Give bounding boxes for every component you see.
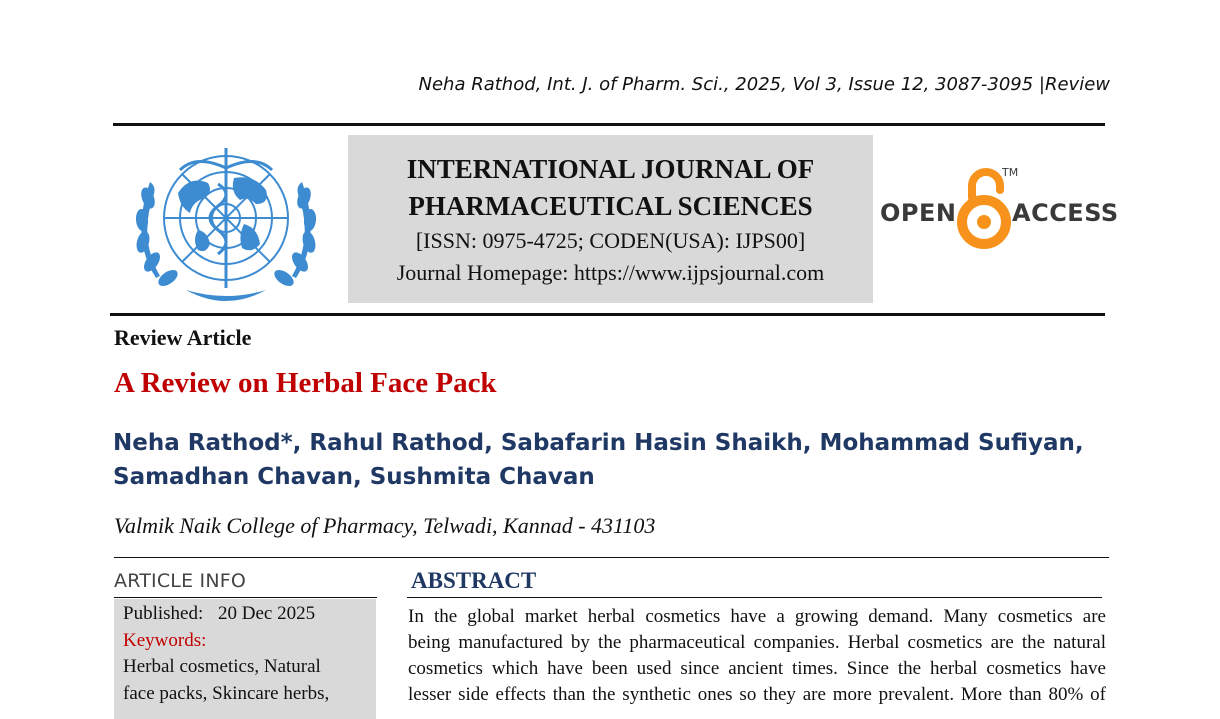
journal-banner [348,135,873,303]
open-access-right-text: ACCESS [1012,199,1119,227]
affiliation-rule [114,557,1109,558]
open-access-logo [878,162,1119,254]
running-header: Neha Rathod, Int. J. of Pharm. Sci., 2025, Vol 3, Issue 12, 3087-3095 |Review [418,74,1110,95]
un-emblem-icon [126,138,326,306]
abstract-line1: In the global market herbal cosmetics have a growing demand. Many cosmetics are [408,606,1106,627]
journal-homepage: Journal Homepage: https://www.ijpsjournal.com [396,260,825,285]
abstract-line2: being manufactured by the pharmaceutical companies. Herbal cosmetics are the natural [408,632,1106,653]
article-info-box [114,599,376,719]
journal-name-line2: PHARMACEUTICAL SCIENCES [408,191,813,221]
keywords-line2: face packs, Skincare herbs, [123,682,330,704]
affiliation: Valmik Naik College of Pharmacy, Telwadi, Kannad - 431103 [114,513,656,538]
article-type: Review Article [114,325,252,350]
authors-line1: Neha Rathod*, Rahul Rathod, Sabafarin Hasin Shaikh, Mohammad Sufiyan, [113,430,1084,456]
journal-name-line1: INTERNATIONAL JOURNAL OF [406,154,815,184]
abstract-line3: cosmetics which have been used since ancient times. Since the herbal cosmetics have [408,658,1106,679]
authors-line2: Samadhan Chavan, Sushmita Chavan [113,464,595,490]
article-title: A Review on Herbal Face Pack [114,367,497,399]
abstract-heading: ABSTRACT [411,568,537,593]
published-row [123,601,367,628]
abstract-line4: lesser side effects than the synthetic ones so they are more prevalent. More than 80% of [408,684,1106,705]
author-list [113,426,1103,494]
published-label: Published: [123,603,204,624]
keywords-label: Keywords: [123,629,207,651]
article-info-rule [114,597,377,598]
published-date: 20 Dec 2025 [217,603,316,624]
open-access-left-text: OPEN [880,199,957,227]
keywords-line1: Herbal cosmetics, Natural [123,656,321,677]
header-rule-bottom [110,313,1105,316]
article-info-heading: ARTICLE INFO [114,570,247,592]
abstract-body [408,604,1106,708]
journal-issn: [ISSN: 0975-4725; CODEN(USA): IJPS00] [415,228,806,253]
header-rule-top [113,123,1105,126]
trademark-text: TM [1002,166,1019,179]
abstract-rule [407,597,1102,598]
